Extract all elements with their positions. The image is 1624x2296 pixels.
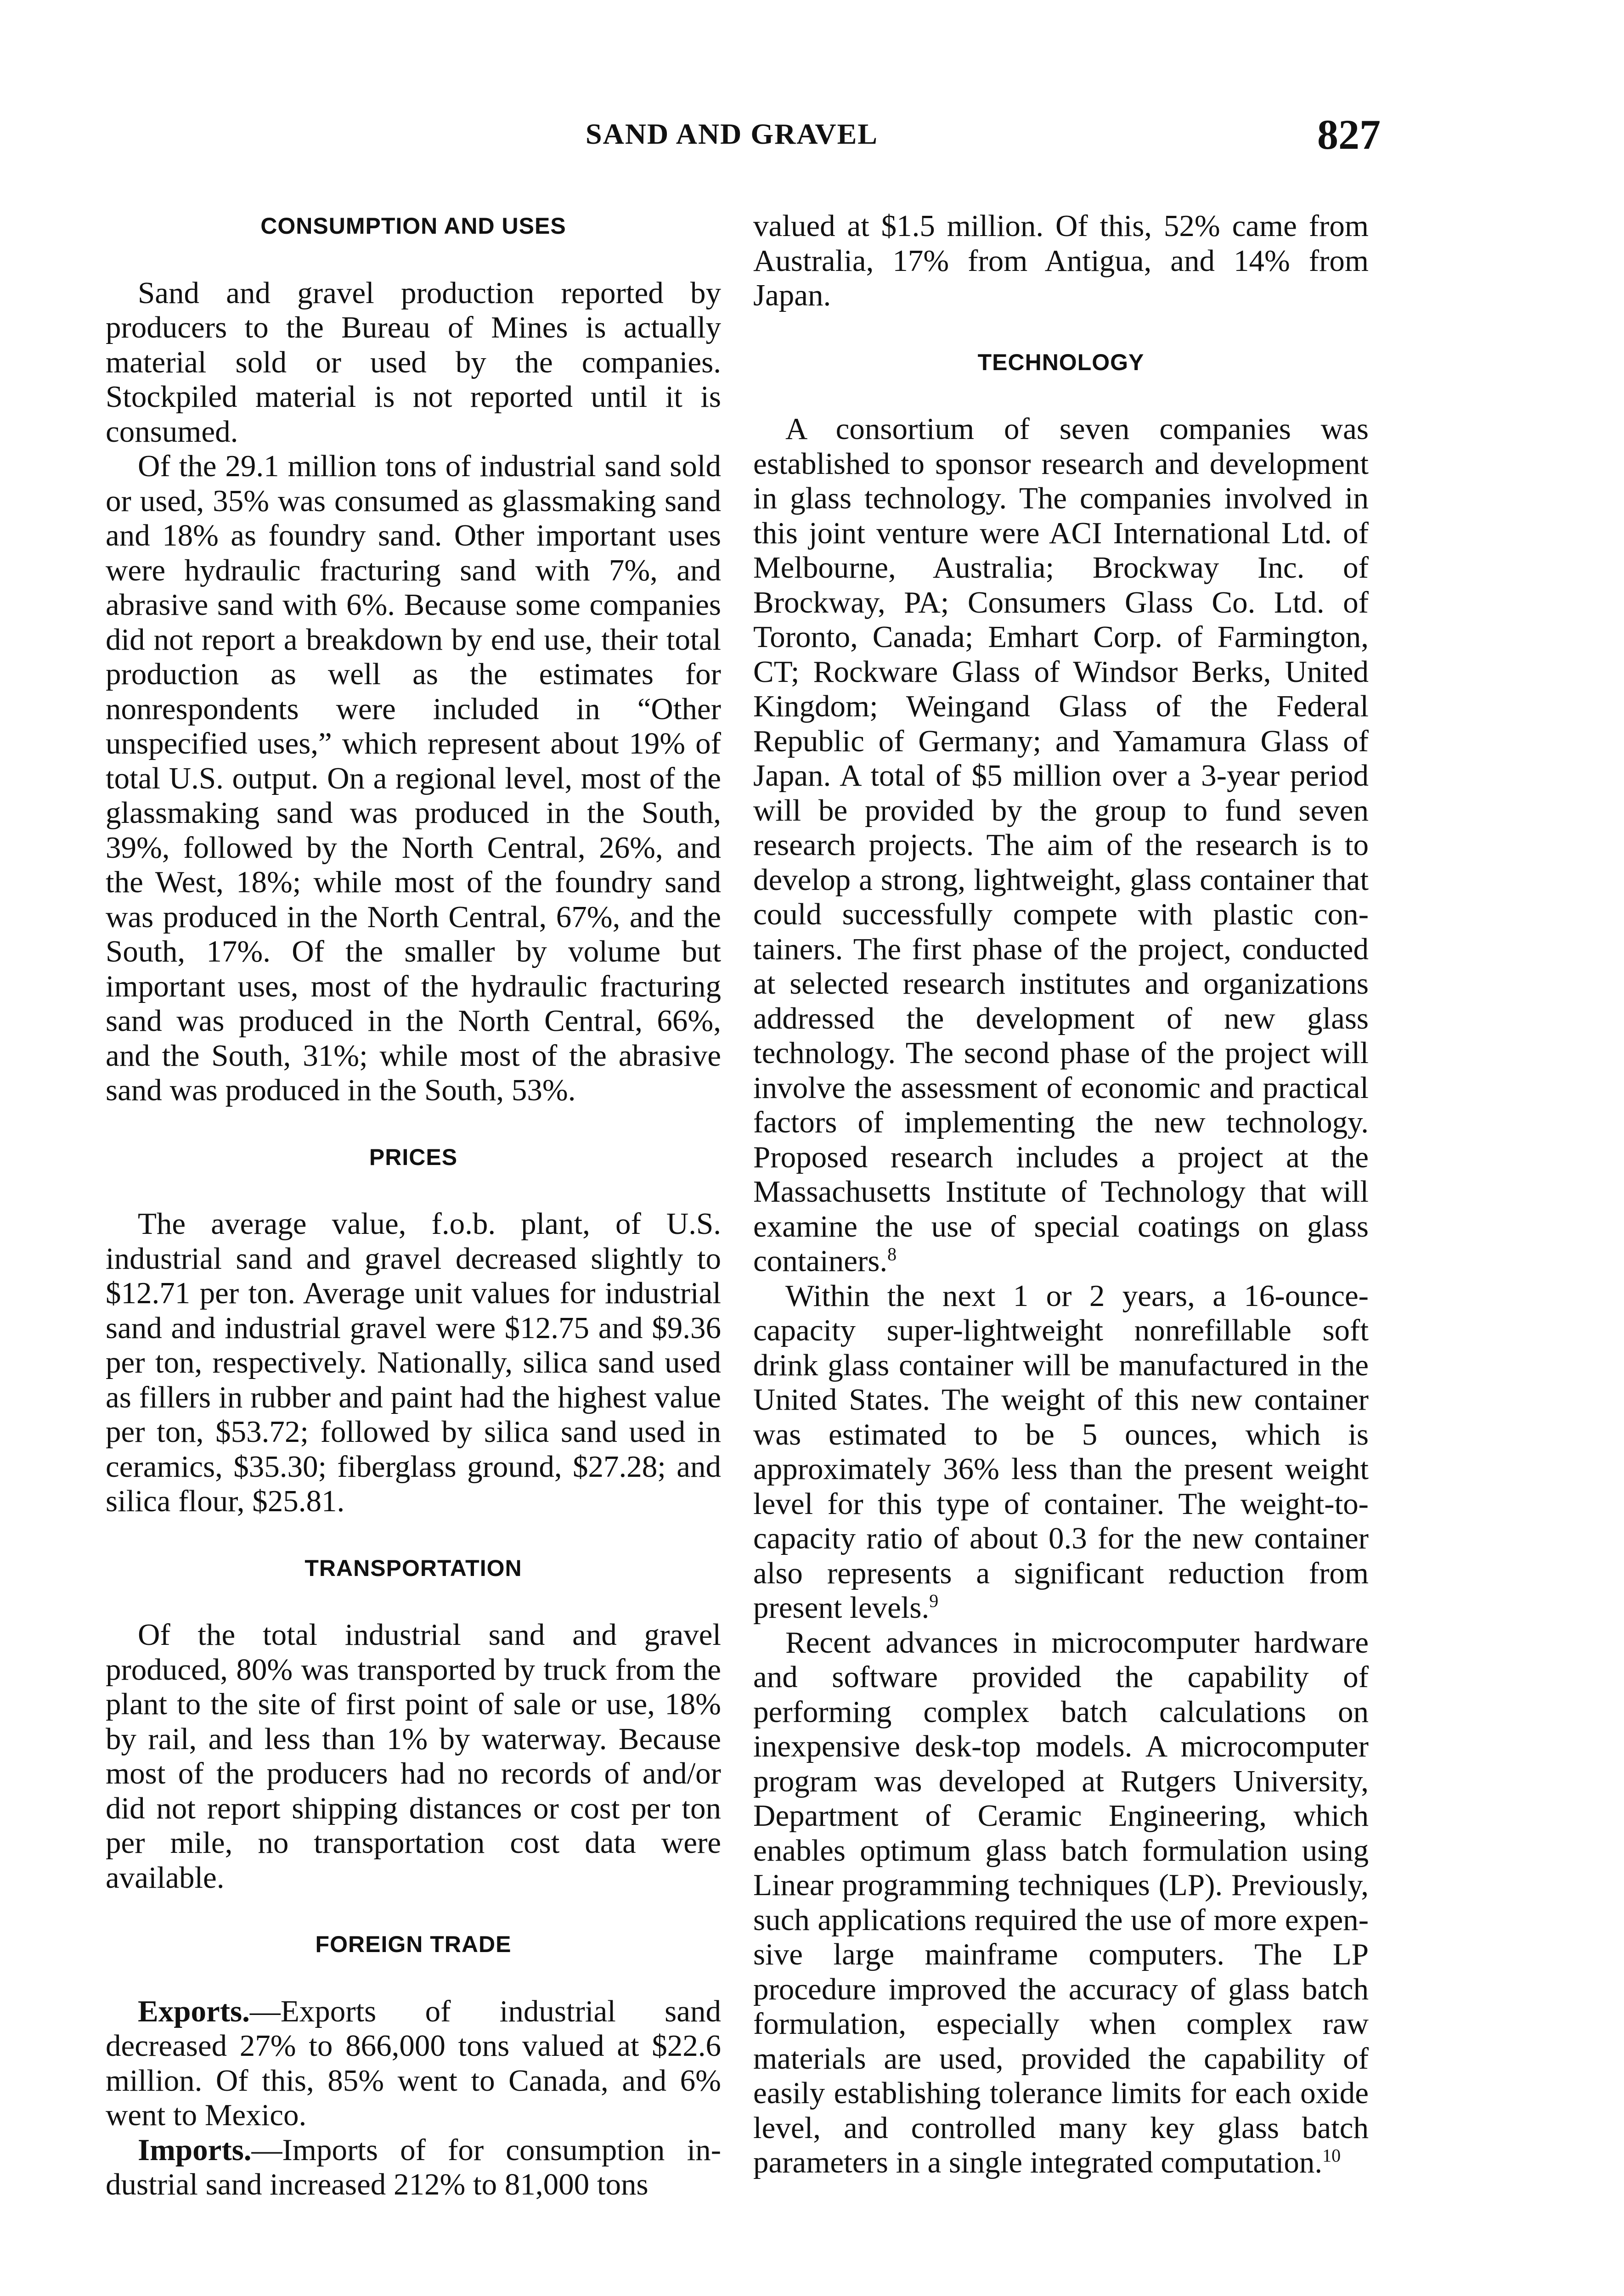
technology-2-text: Within the next 1 or 2 years, a 16-ounce-capacity super-lightweight nonrefillable soft drink glass container will be manufactured in the United States. The weight of this new container was estimated to be 5 ounces, which is approximately 36% less than the present weight level for this type of container. The weight-to-capacity ratio of about 0.3 for the new container also represents a significant reduction from present levels. xyxy=(753,1278,1369,1625)
heading-foreign-trade: FOREIGN TRADE xyxy=(315,1931,512,1957)
paragraph-technology-1 xyxy=(753,412,1369,1279)
paragraph-imports xyxy=(106,2133,721,2202)
paragraph-exports xyxy=(106,1994,721,2133)
heading-prices: PRICES xyxy=(369,1144,458,1170)
paragraph-technology-3 xyxy=(753,1626,1369,2180)
heading-technology: TECHNOLOGY xyxy=(977,349,1145,375)
footnote-ref-9: 9 xyxy=(929,1590,939,1611)
heading-transportation: TRANSPORTATION xyxy=(304,1555,522,1581)
paragraph-consumption-2: Of the 29.1 million tons of industrial sand sold or used, 35% was consumed as glassmaking sand and 18% as foundry sand. Other important uses were hydraulic fracturing sand with 7%, and abrasive sand with 6%. Because some companies did not report a breakdown by end use, their total production as well as the estimates for nonrespondents were included in “Other unspecified uses,” which represent about 19% of total U.S. output. On a regional level, most of the glassmaking sand was produced in the South, 39%, followed by the North Central, 26%, and the West, 18%; while most of the foundry sand was produced in the North Central, 67%, and the South, 17%. Of the smaller by volume but important uses, most of the hydraulic fracturing sand was produced in the North Central, 66%, and the South, 31%; while most of the abrasive sand was produced in the South, 53%. xyxy=(106,449,721,1107)
footnote-ref-10: 10 xyxy=(1322,2145,1341,2166)
technology-1-text: A consortium of seven companies was established to sponsor research and development in glass technology. The companies involved in this joint venture were ACI International Ltd. of Melbourne, Australia; Brockway Inc. of Brockway, PA; Consumers Glass Co. Ltd. of Toronto, Canada; Emhart Corp. of Farmington, CT; Rockware Glass of Windsor Berks, United Kingdom; Weingand Glass of the Federal Republic of Germany; and Yamamura Glass of Japan. A total of $5 million over a 3-year period will be provided by the group to fund seven research projects. The aim of the research is to develop a strong, lightweight, glass container that could successfully compete with plastic containers. The first phase of the project, conducted at selected research institutes and organizations addressed the development of new glass technology. The second phase of the project will involve the assessment of economic and practical factors of implementing the new technology. Proposed research includes a project at the Massachusetts Institute of Technology that will examine the use of special coatings on glass containers. xyxy=(753,412,1369,1278)
right-column xyxy=(753,209,1369,2180)
heading-consumption-and-uses: CONSUMPTION AND USES xyxy=(260,213,566,239)
footnote-ref-8: 8 xyxy=(887,1244,897,1265)
left-column xyxy=(106,209,721,2202)
paragraph-consumption-1: Sand and gravel production reported by producers to the Bureau of Mines is actually material sold or used by the companies. Stockpiled material is not reported until it is consumed. xyxy=(106,276,721,449)
paragraph-transportation: Of the total industrial sand and gravel produced, 80% was transported by truck from the plant to the site of first point of sale or use, 18% by rail, and less than 1% by waterway. Because most of the producers had no records of and/or did not report shipping distances or cost per ton per mile, no transportation cost data were available. xyxy=(106,1618,721,1895)
paragraph-prices: The average value, f.o.b. plant, of U.S. industrial sand and gravel decreased slightly to $12.71 per ton. Average unit values for industrial sand and industrial gravel were $12.75 and $9.36 per ton, respectively. Nationally, silica sand used as fillers in rubber and paint had the highest value per ton, $53.72; followed by silica sand used in ceramics, $35.30; fiberglass ground, $27.28; and silica flour, $25.81. xyxy=(106,1207,721,1518)
technology-3-text: Recent advances in microcomputer hardware and software provided the capability of performing complex batch calculations on inexpensive desk-top models. A microcomputer program was developed at Rutgers University, Department of Ceramic Engineering, which enables optimum glass batch formulation using Linear programming techniques (LP). Previously, such applications required the use of more expensive large mainframe computers. The LP procedure improved the accuracy of glass batch formulation, especially when complex raw materials are used, provided the capability of easily establishing tolerance limits for each oxide level, and controlled many key glass batch parameters in a single integrated computation. xyxy=(753,1625,1369,2179)
paragraph-technology-2 xyxy=(753,1279,1369,1626)
paragraph-imports-continued: valued at $1.5 million. Of this, 52% came from Australia, 17% from Antigua, and 14% from Japan. xyxy=(753,209,1369,312)
imports-text: —Imports of for consumption industrial sand increased 212% to 81,000 tons xyxy=(106,2133,721,2201)
exports-text: —Exports of industrial sand decreased 27% to 866,000 tons valued at $22.6 million. Of this, 85% went to Canada, and 6% went to Mexico. xyxy=(106,1994,721,2132)
imports-label: Imports. xyxy=(138,2133,252,2167)
exports-label: Exports. xyxy=(138,1994,250,2028)
running-head: SAND AND GRAVEL xyxy=(586,118,878,150)
page-number: 827 xyxy=(1317,111,1381,158)
